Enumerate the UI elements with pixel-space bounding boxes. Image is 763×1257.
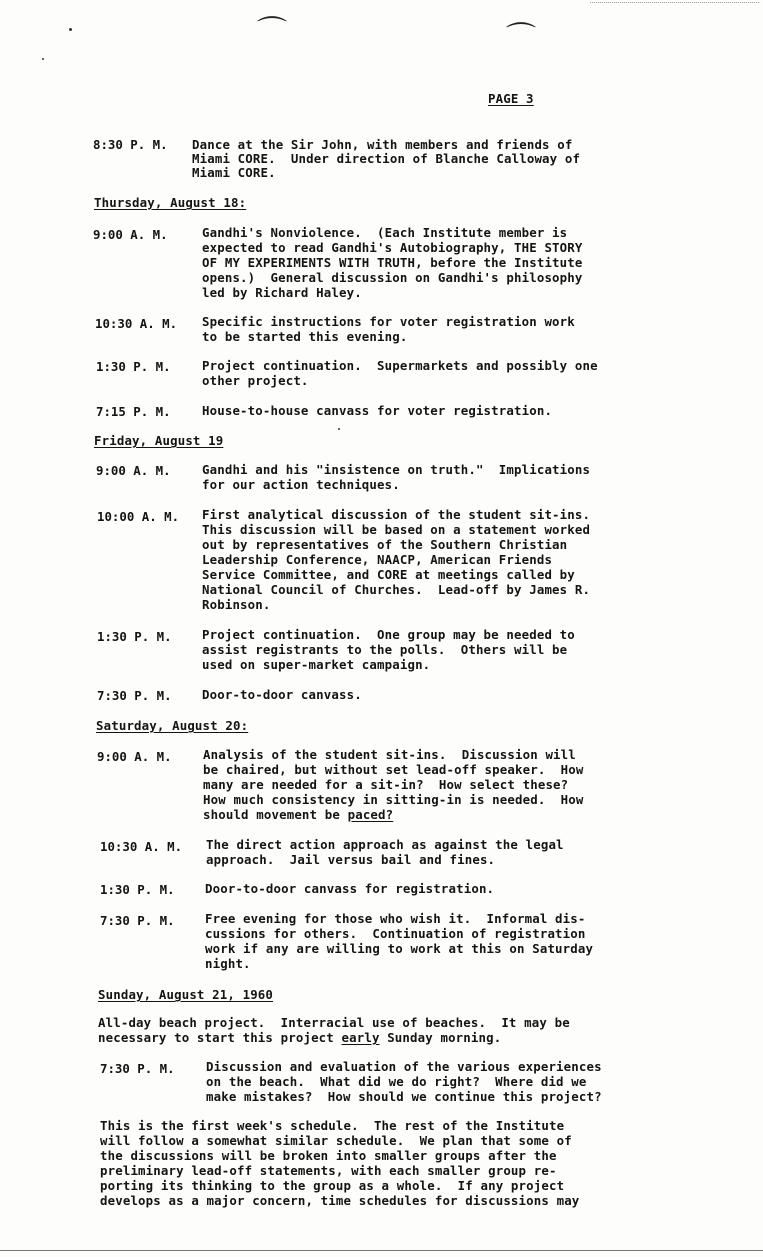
punch-mark-left: ⌒: [257, 15, 287, 50]
entry-line: for our action techniques.: [202, 477, 400, 492]
entry-line: approach. Jail versus bail and fines.: [206, 852, 496, 867]
closing-line: preliminary lead-off statements, with each smaller group re-: [100, 1163, 557, 1178]
page-bottom-edge: [0, 1250, 763, 1251]
entry-line: The direct action approach as against the legal: [206, 837, 564, 852]
entry-line: Discussion and evaluation of the various experiences: [206, 1059, 602, 1074]
closing-line: the discussions will be broken into smaller groups after the: [100, 1148, 557, 1163]
entry-line: How much consistency in sitting-in is needed. How: [203, 792, 584, 807]
entry-time: 7:15 P. M.: [96, 404, 171, 419]
entry-line: Specific instructions for voter registration work: [202, 314, 575, 329]
entry-line: Service Committee, and CORE at meetings called by: [202, 567, 575, 582]
day-heading-thursday: Thursday, August 18:: [94, 195, 247, 210]
entry-time: 1:30 P. M.: [100, 882, 175, 897]
entry-line: Door-to-door canvass.: [202, 687, 362, 702]
entry-line: out by representatives of the Southern Christian: [202, 537, 568, 552]
entry-line: First analytical discussion of the student sit-ins.: [202, 507, 591, 522]
intro-time: 8:30 P. M.: [93, 137, 168, 152]
entry-time: 10:30 A. M.: [95, 316, 178, 331]
intro-line: Miami CORE.: [192, 165, 276, 180]
entry-time: 7:30 P. M.: [100, 1061, 175, 1076]
speck: [338, 428, 340, 430]
entry-line: expected to read Gandhi's Autobiography, THE STORY: [202, 240, 583, 255]
paragraph-text: necessary to start this project: [98, 1030, 342, 1045]
entry-time: 9:00 A. M.: [96, 463, 171, 478]
underlined-word-paced: paced?: [347, 807, 394, 822]
day-heading-sunday: Sunday, August 21, 1960: [98, 987, 274, 1002]
entry-line: opens.) General discussion on Gandhi's philosophy: [202, 270, 583, 285]
entry-time: 10:30 A. M.: [100, 839, 183, 854]
entry-time: 9:00 A. M.: [93, 227, 168, 242]
closing-line: porting its thinking to the group as a whole. If any project: [100, 1178, 565, 1193]
page-number: PAGE 3: [488, 91, 534, 106]
closing-line: This is the first week's schedule. The rest of the Institute: [100, 1118, 565, 1133]
paragraph-line: [98, 1031, 501, 1045]
entry-line: Gandhi and his "insistence on truth." Implications: [202, 462, 591, 477]
closing-line: develops as a major concern, time schedules for discussions may: [100, 1193, 580, 1208]
entry-line: OF MY EXPERIMENTS WITH TRUTH, before the Institute: [202, 255, 583, 270]
entry-line: used on super-market campaign.: [202, 657, 431, 672]
entry-line: be chaired, but without set lead-off speaker. How: [203, 762, 584, 777]
entry-line: to be started this evening.: [202, 329, 408, 344]
entry-line: assist registrants to the polls. Others will be: [202, 642, 568, 657]
intro-line: Miami CORE. Under direction of Blanche Calloway of: [192, 151, 581, 166]
entry-line: Gandhi's Nonviolence. (Each Institute member is: [202, 225, 568, 240]
day-heading-friday: Friday, August 19: [94, 433, 224, 448]
entry-line: Robinson.: [202, 597, 271, 612]
entry-line: led by Richard Haley.: [202, 285, 362, 300]
underlined-word-early: early: [341, 1030, 380, 1045]
speck: [69, 28, 72, 31]
entry-line: on the beach. What did we do right? Where did we: [206, 1074, 587, 1089]
entry-time: 7:30 P. M.: [97, 688, 172, 703]
entry-line: National Council of Churches. Lead-off by James R.: [202, 582, 591, 597]
entry-line: This discussion will be based on a statement worked: [202, 522, 591, 537]
speck: [42, 58, 44, 60]
entry-line: many are needed for a sit-in? How select these?: [203, 777, 569, 792]
day-heading-saturday: Saturday, August 20:: [96, 718, 249, 733]
entry-line: make mistakes? How should we continue this project?: [206, 1089, 602, 1104]
entry-line: Analysis of the student sit-ins. Discussion will: [203, 747, 576, 762]
entry-line: Door-to-door canvass for registration.: [205, 881, 495, 896]
entry-line: House-to-house canvass for voter registration.: [202, 403, 553, 418]
paragraph-text: Sunday morning.: [379, 1030, 502, 1045]
entry-line: other project.: [202, 373, 309, 388]
paragraph-line: All-day beach project. Interracial use of beaches. It may be: [98, 1015, 570, 1030]
page-top-border: [590, 2, 759, 3]
entry-time: 1:30 P. M.: [96, 359, 171, 374]
entry-line: Leadership Conference, NAACP, American Friends: [202, 552, 553, 567]
punch-mark-right: ⌒: [506, 21, 536, 56]
closing-line: will follow a somewhat similar schedule. We plan that some of: [100, 1133, 572, 1148]
entry-time: 7:30 P. M.: [100, 913, 175, 928]
entry-line: Project continuation. One group may be needed to: [202, 627, 575, 642]
intro-line: Dance at the Sir John, with members and friends of: [192, 137, 573, 152]
entry-line-text: should movement be: [203, 807, 348, 822]
entry-time: 9:00 A. M.: [97, 749, 172, 764]
entry-line: Free evening for those who wish it. Informal dis-: [205, 911, 586, 926]
entry-line: cussions for others. Continuation of registration: [205, 926, 586, 941]
entry-line: [203, 808, 393, 822]
entry-line: work if any are willing to work at this on Saturday: [205, 941, 594, 956]
entry-line: Project continuation. Supermarkets and possibly one: [202, 358, 598, 373]
entry-time: 10:00 A. M.: [97, 509, 180, 524]
entry-time: 1:30 P. M.: [97, 629, 172, 644]
entry-line: night.: [205, 956, 251, 971]
